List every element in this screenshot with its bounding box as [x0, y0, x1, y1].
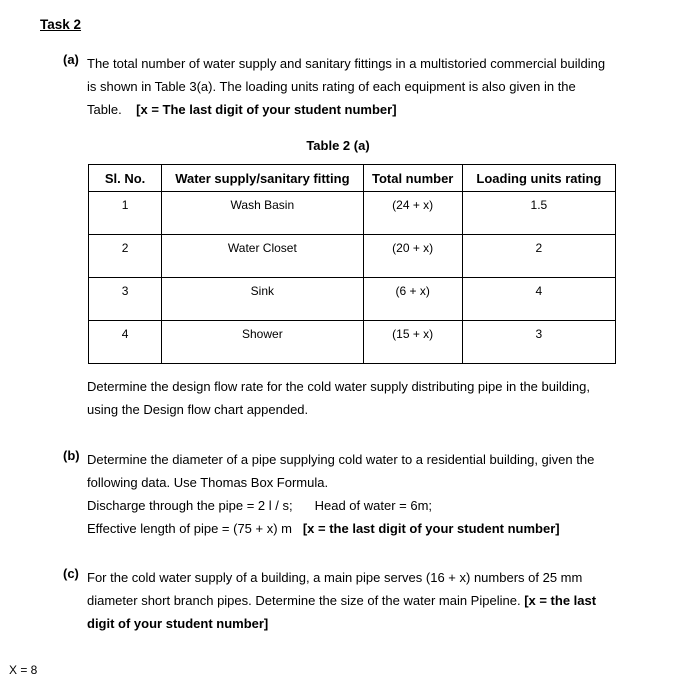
table-row: [89, 235, 616, 278]
part-b-line-3: [87, 494, 632, 517]
cell-total: (6 + x): [363, 278, 462, 321]
cell-sl: 4: [89, 321, 162, 364]
cell-sl: 1: [89, 192, 162, 235]
cell-fitting: Shower: [162, 321, 364, 364]
part-b-line-1: Determine the diameter of a pipe supplying cold water to a residential building, given the: [87, 452, 595, 467]
header-total-number: Total number: [363, 165, 462, 192]
cell-rating: 3: [462, 321, 615, 364]
table-row: [89, 278, 616, 321]
cell-sl: 2: [89, 235, 162, 278]
part-a-label: (a): [63, 52, 79, 67]
header-loading-units: Loading units rating: [462, 165, 615, 192]
cell-rating: 2: [462, 235, 615, 278]
cell-total: (20 + x): [363, 235, 462, 278]
header-sl-no: Sl. No.: [89, 165, 162, 192]
fittings-table: [88, 164, 616, 364]
effective-length-text: Effective length of pipe = (75 + x) m: [87, 521, 292, 536]
part-c-line-1: For the cold water supply of a building, a main pipe serves (16 + x) numbers of 25 mm: [87, 570, 583, 585]
part-b-line-2: following data. Use Thomas Box Formula.: [87, 475, 329, 490]
determine-line-2: using the Design flow chart appended.: [87, 402, 309, 417]
cell-sl: 3: [89, 278, 162, 321]
part-a-line-2: is shown in Table 3(a). The loading units rating of each equipment is also given in the: [87, 79, 576, 94]
discharge-text: Discharge through the pipe = 2 l / s;: [87, 498, 293, 513]
part-b-line-4-bold: [x = the last digit of your student number]: [302, 521, 560, 536]
part-b-label: (b): [63, 448, 80, 463]
part-a-line-3-prefix: Table.: [87, 102, 122, 117]
cell-fitting: Wash Basin: [162, 192, 364, 235]
part-b-line-4: [87, 517, 632, 540]
part-c-line-2: [87, 589, 632, 612]
part-b-text: [87, 448, 632, 540]
cell-rating: 4: [462, 278, 615, 321]
part-c-label: (c): [63, 566, 79, 581]
determine-text: [87, 375, 632, 421]
table-row: [89, 192, 616, 235]
part-a-line-1: The total number of water supply and sanitary fittings in a multistoried commercial building: [87, 56, 606, 71]
determine-line-1: Determine the design flow rate for the cold water supply distributing pipe in the building,: [87, 379, 590, 394]
table-header-row: [89, 165, 616, 192]
part-c-text: [87, 566, 632, 635]
part-a-line-3: [87, 98, 632, 121]
cell-rating: 1.5: [462, 192, 615, 235]
table-row: [89, 321, 616, 364]
part-c-line-3: digit of your student number]: [87, 616, 269, 631]
part-a-text: [87, 52, 632, 121]
cell-total: (15 + x): [363, 321, 462, 364]
part-a-line-3-bold: [x = The last digit of your student number]: [136, 102, 397, 117]
cell-fitting: Water Closet: [162, 235, 364, 278]
x-value-note: X = 8: [9, 663, 38, 677]
part-c-line-2-prefix: diameter short branch pipes. Determine the size of the water main Pipeline.: [87, 593, 521, 608]
part-c-line-2-bold: [x = the last: [524, 593, 597, 608]
cell-fitting: Sink: [162, 278, 364, 321]
header-fitting: Water supply/sanitary fitting: [162, 165, 364, 192]
head-text: Head of water = 6m;: [314, 498, 433, 513]
cell-total: (24 + x): [363, 192, 462, 235]
table-caption: Table 2 (a): [306, 138, 370, 153]
task-title: Task 2: [40, 17, 82, 32]
